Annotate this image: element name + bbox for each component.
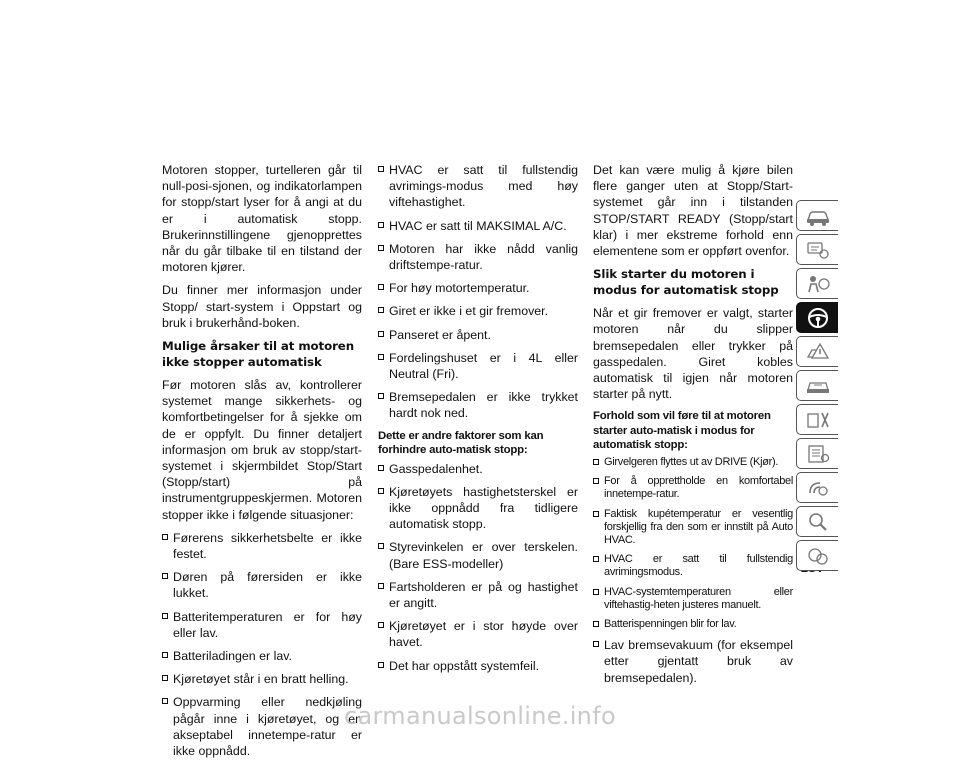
magnifier-index-icon — [804, 511, 832, 533]
list-item: Motoren har ikke nådd vanlig driftstempe-ratur. — [378, 241, 578, 273]
intro-paragraph: Motoren stopper, turtelleren går til null-posi-sjonen, og indikatorlampen for stopp/start lyser for å angi at du er i automatisk stopp. Brukerinnstillingene gjenopprettes når du går tilbake til en tilstand der motoren kjører. — [162, 163, 362, 275]
warning-car-icon — [804, 341, 832, 363]
multimedia-icon — [804, 477, 832, 499]
column-right — [593, 162, 793, 693]
auto-start-conditions-list — [593, 456, 793, 631]
extreme-conditions-paragraph: Det kan være mulig å kjøre bilen flere ganger uten at Stopp/Start-systemet går inn i tilstanden STOP/START READY (Stopp/start klar) i mer ekstreme forhold enn elementene som er oppført ovenfor. — [593, 163, 793, 259]
list-item: Kjøretøyet er i stor høyde over havet. — [378, 618, 578, 650]
auto-start-conditions-list-last — [593, 637, 793, 686]
tab-driving[interactable] — [796, 302, 838, 333]
list-item: Oppvarming eller nedkjøling pågår inne i kjøretøyet, og en akseptabel innetempe-ratur er ikke oppnådd. — [162, 694, 362, 759]
column-left — [162, 162, 362, 766]
watermark: carmanualsonline.info — [344, 702, 616, 730]
tab-key-start[interactable] — [796, 234, 838, 265]
list-item: HVAC er satt til fullstendig avrimings-modus med høy viftehastighet. — [378, 162, 578, 211]
tab-index[interactable] — [796, 506, 838, 537]
list-item: Faktisk kupétemperatur er vesentlig forskjellig fra den som er innstilt på Auto HVAC. — [593, 508, 793, 548]
list-item: Styrevinkelen er over terskelen. (Bare ESS-modeller) — [378, 539, 578, 571]
list-item: Bremsepedalen er ikke trykket hardt nok ned. — [378, 389, 578, 421]
conditions-paragraph: Før motoren slås av, kontrollerer systemet mange sikkerhets- og komfortbetingelser for å sjekke om de er oppfylt. Du finner detaljert informasjon om bruk av stopp/start-systemet i skjermbildet Stop/Start (Stopp/start) på instrumentgruppeskjermen. Motoren stopper ikke i følgende situasjoner: — [162, 378, 362, 522]
list-item: Batteriladingen er lav. — [162, 648, 362, 664]
car-info-icon — [804, 205, 832, 227]
list-item: For høy motortemperatur. — [378, 280, 578, 296]
tab-service[interactable] — [796, 404, 838, 435]
list-item: Kjøretøyet står i en bratt helling. — [162, 671, 362, 687]
tab-emergency[interactable] — [796, 370, 838, 401]
roadside-emergency-icon — [804, 375, 832, 397]
list-item: Lav bremsevakuum (for eksempel etter gjentatt bruk av bremsepedalen). — [593, 637, 793, 686]
list-item: HVAC-systemtemperaturen eller viftehastig-heten justeres manuelt. — [593, 586, 793, 612]
auto-start-conditions-heading: Forhold som vil føre til at motoren starter auto-matisk i modus for automatisk stopp: — [593, 410, 771, 452]
list-item: HVAC er satt til fullstendig avrimingsmodus. — [593, 553, 793, 579]
list-item: Panseret er åpent. — [378, 327, 578, 343]
restart-paragraph: Når et gir fremover er valgt, starter motoren når du slipper bremsepedalen eller trykker på gasspedalen. Giret kobles automatisk til igjen når motoren starter på nytt. — [593, 306, 793, 402]
list-item: Døren på førersiden er ikke lukket. — [162, 569, 362, 601]
list-item: Girvelgeren flyttes ut av DRIVE (Kjør). — [593, 456, 793, 469]
list-item: Fordelingshuset er i 4L eller Neutral (Fri). — [378, 350, 578, 382]
conditions-list-continued — [378, 162, 578, 422]
specifications-list-icon — [804, 443, 832, 465]
list-item: Det har oppstått systemfeil. — [378, 658, 578, 674]
reference-paragraph: Du finner mer informasjon under Stopp/ start-system i Oppstart og bruk i brukerhånd-boken. — [162, 283, 362, 330]
language-icon — [804, 545, 832, 567]
list-item: For å opprettholde en komfortabel innetempe-ratur. — [593, 475, 793, 501]
section-heading-no-stop: Mulige årsaker til at motoren ikke stopper automatisk — [162, 339, 354, 370]
section-heading-restart: Slik starter du motoren i modus for automatisk stopp — [593, 267, 779, 298]
tab-car-info[interactable] — [796, 200, 838, 231]
column-middle — [378, 162, 578, 681]
list-item: Førerens sikkerhetsbelte er ikke festet. — [162, 530, 362, 562]
other-factors-list — [378, 461, 578, 674]
tab-specifications[interactable] — [796, 438, 838, 469]
chapter-tabs — [796, 200, 840, 574]
tab-safety[interactable] — [796, 268, 838, 299]
service-tools-icon — [804, 409, 832, 431]
list-item: Batterispenningen blir for lav. — [593, 618, 793, 631]
list-item: Gasspedalenhet. — [378, 461, 578, 477]
list-item: Fartsholderen er på og hastighet er angitt. — [378, 579, 578, 611]
tab-multimedia[interactable] — [796, 472, 838, 503]
list-item: Kjøretøyets hastighetsterskel er ikke oppnådd fra tidligere automatisk stopp. — [378, 484, 578, 533]
safety-airbag-icon — [804, 273, 832, 295]
steering-wheel-icon — [804, 307, 832, 329]
other-factors-heading: Dette er andre faktorer som kan forhindre auto-matisk stopp: — [378, 429, 544, 457]
list-item: Batteritemperaturen er for høy eller lav. — [162, 609, 362, 641]
key-start-icon — [804, 239, 832, 261]
tab-warnings[interactable] — [796, 336, 838, 367]
tab-languages[interactable] — [796, 540, 838, 571]
list-item: Giret er ikke i et gir fremover. — [378, 303, 578, 319]
list-item: HVAC er satt til MAKSIMAL A/C. — [378, 218, 578, 234]
